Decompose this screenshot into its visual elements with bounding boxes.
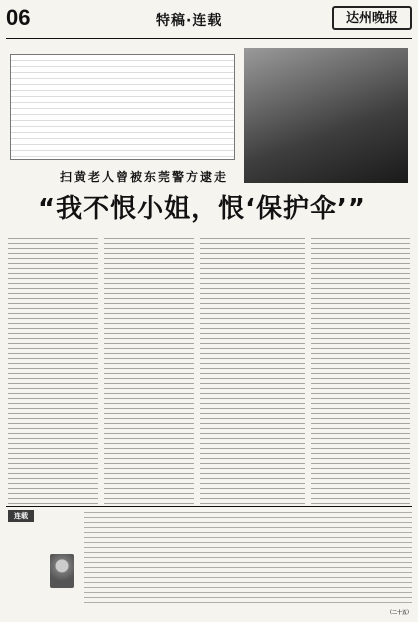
article-column-2 — [104, 228, 194, 506]
masthead — [6, 6, 412, 36]
article-column-1 — [8, 228, 98, 506]
column-subheading — [200, 232, 305, 236]
serial-installment: （二十五） — [386, 610, 412, 616]
article-column-3 — [200, 228, 305, 506]
column-subheading — [8, 232, 98, 236]
lede-box — [10, 54, 235, 160]
serial-tag: 连载 — [8, 510, 34, 522]
body-text — [311, 228, 410, 506]
body-text — [200, 228, 305, 506]
news-photo — [244, 48, 408, 183]
author-portrait — [50, 554, 74, 588]
column-subheading — [311, 232, 410, 236]
section-title: 特稿·连载 — [156, 13, 223, 29]
serial-section — [6, 508, 412, 616]
serial-body-text — [84, 512, 412, 606]
article-column-4 — [311, 228, 410, 506]
masthead-rule — [6, 38, 412, 39]
article-body — [8, 228, 410, 506]
body-text — [104, 228, 194, 506]
body-text — [8, 228, 98, 506]
article-kicker: 扫黄老人曾被东莞警方逮走 — [60, 170, 229, 184]
column-subheading — [104, 232, 194, 236]
serial-brand-box — [6, 508, 78, 616]
newspaper-logo: 达州晚报 — [332, 6, 412, 30]
page-number: 06 — [6, 5, 31, 30]
article-headline: “我不恨小姐，恨‘保护伞’” — [38, 194, 366, 224]
section-rule — [6, 506, 412, 507]
